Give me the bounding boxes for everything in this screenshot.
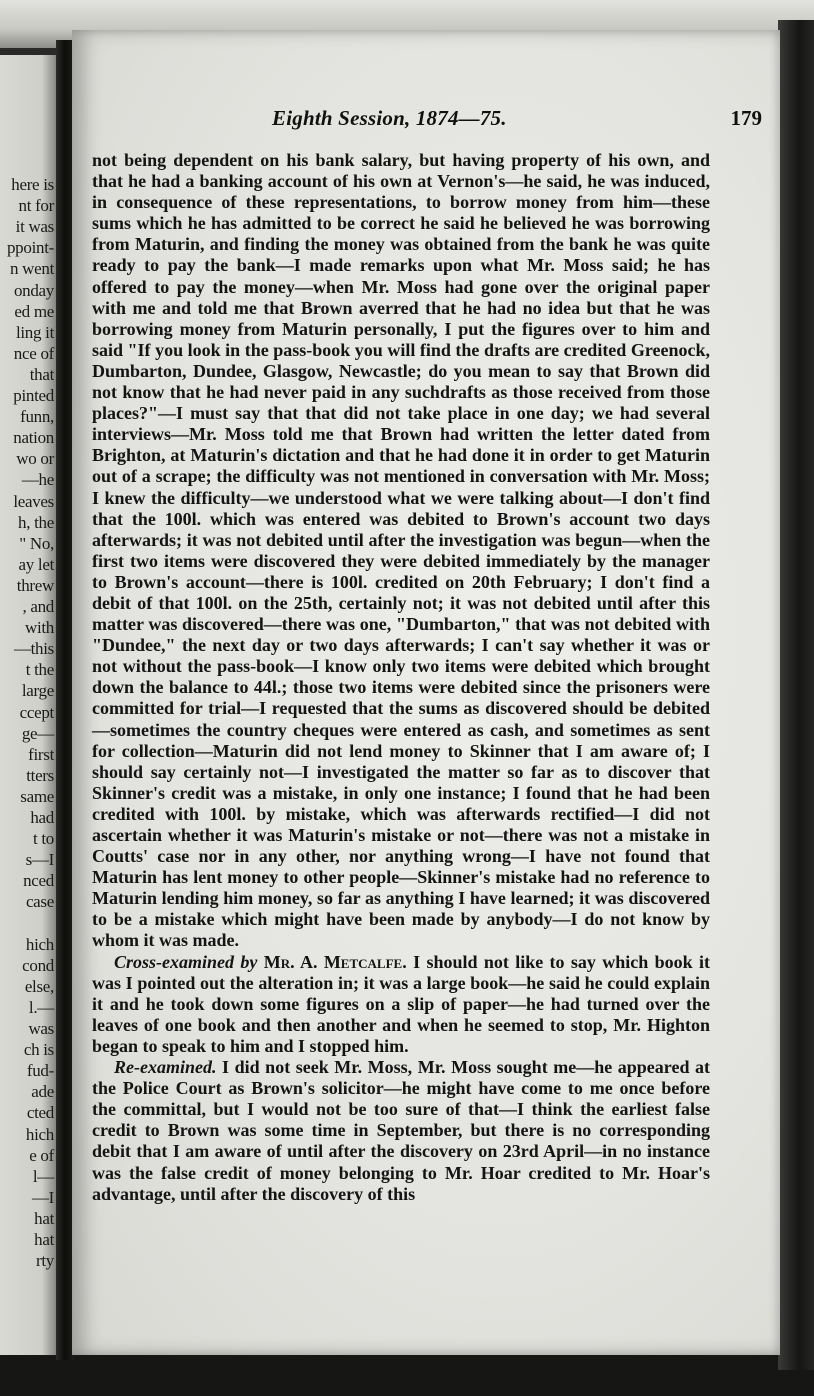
facing-page-fragment: s—I: [25, 850, 54, 870]
counsel-name: Mr. A. Metcalfe.: [263, 951, 407, 972]
facing-page-fragment: tters: [26, 765, 54, 785]
facing-page-fragment: hat: [34, 1230, 54, 1249]
re-examination-text: I did not seek Mr. Moss, Mr. Moss sought me—he appeared at the Police Court as Brown's solicitor—he might have come to me once before the committal, but I would not be too sure of that—I think the earliest false credit to Brown was some time in September, but there is no corresponding debit that I am aware of until after the discovery on 23rd April—in no instance was the false credit of money belonging to Mr. Hoar credited to Mr. Hoar's advantage, until after the discovery of this: [92, 1057, 710, 1204]
facing-page-fragment: nt for: [18, 196, 54, 216]
facing-page-fragment: —he: [21, 470, 54, 490]
facing-page-fragment: wo or: [16, 449, 54, 469]
facing-page-fragment: ge—: [21, 723, 54, 743]
facing-page-edge: [0, 55, 60, 1355]
page-number: 179: [730, 106, 762, 130]
facing-page-fragment: t the: [25, 660, 54, 680]
facing-page-fragment: onday: [13, 280, 54, 300]
facing-page-fragment: l—: [32, 1166, 54, 1186]
facing-page-fragment: threw: [16, 575, 54, 595]
facing-page-fragment: hat: [34, 1208, 54, 1228]
facing-page-fragment: cted: [26, 1103, 54, 1123]
facing-page-fragment: had: [30, 808, 54, 827]
facing-page-fragment: e of: [29, 1145, 54, 1165]
facing-page-fragment: rty: [36, 1251, 54, 1271]
facing-page-fragment: that: [29, 364, 54, 384]
facing-page-fragment: with: [24, 618, 54, 638]
facing-page-fragment: first: [28, 744, 54, 764]
facing-page-fragment: nation: [13, 428, 54, 448]
facing-page-fragment: same: [20, 786, 54, 806]
facing-page-fragment: cond: [22, 955, 54, 975]
facing-page-fragment: —I: [31, 1187, 54, 1207]
facing-page-fragment: leaves: [13, 491, 54, 511]
facing-page-fragment: ppoint-: [6, 238, 54, 258]
facing-page-fragment: ay let: [18, 554, 54, 574]
facing-page-fragment: else,: [24, 976, 54, 996]
facing-page-fragment: —this: [13, 639, 54, 659]
facing-page-fragment: nce of: [13, 343, 54, 363]
facing-page-fragment: hich: [25, 1124, 54, 1144]
facing-page-fragment: t to: [33, 829, 54, 849]
facing-page-fragment: fud-: [26, 1061, 54, 1081]
paragraph-re-examination: [92, 1057, 710, 1205]
facing-page-fragment: nced: [23, 871, 54, 891]
facing-page-fragment: funn,: [20, 407, 54, 427]
facing-page-fragment: ccept: [19, 702, 54, 722]
facing-page-fragment: was: [28, 1019, 54, 1038]
paragraph-cross-examination: [92, 952, 710, 1057]
facing-page-fragment: l.—: [28, 997, 54, 1017]
facing-page-fragment: h, the: [18, 512, 54, 532]
book-page: [72, 30, 780, 1355]
cross-examined-label: Cross-examined by: [114, 951, 258, 972]
page-header: [72, 106, 780, 136]
facing-page-fragment: ch is: [23, 1040, 54, 1060]
facing-page-fragment: , and: [22, 597, 54, 616]
facing-page-fragment: pinted: [13, 386, 54, 405]
cross-examination-text: I should not like to say which book it was I pointed out the alteration in; it was a large book—he said he could explain it and he took down some figures on a slip of paper—he had turned over the leaves of one book and then another and when he seemed to stop, Mr. Highton began to speak to him and I stopped him.: [92, 951, 711, 1056]
facing-page-fragment: hich: [25, 934, 54, 954]
facing-page-fragment: ling it: [15, 322, 54, 342]
facing-page-fragment: it was: [15, 217, 54, 237]
facing-page-fragment: ed me: [14, 301, 54, 321]
re-examined-label: Re-examined.: [114, 1057, 217, 1078]
facing-page-fragment: n went: [10, 259, 54, 279]
body-text: [92, 150, 710, 1205]
facing-page-fragment: ade: [31, 1082, 54, 1102]
book-cover-edge: [778, 20, 814, 1370]
paragraph-testimony: not being dependent on his bank salary, but having property of his own, and that he had a banking account of his own at Vernon's—he said, he was induced, in consequence of these representations, to borrow money from him—these sums which he has admitted to be correct he said he believed he was borrowing from Maturin, and finding the money was obtained from the bank he was quite ready to pay the bank—I made remarks upon what Mr. Moss said; he has offered to pay the money—when Mr. Moss had gone over the original paper with me and told me that Brown averred that he had no idea but that he was borrowing money from Maturin personally, I put the figures over to him and said "If you look in the pass-book you will find the drafts are credited Greenock, Dumbarton, Dundee, Glasgow, Newcastle; do you mean to say that Brown did not know that he had never paid in any suchdrafts as those received from those places?"—I must say that that did not take place in one day; we had several interviews—Mr. Moss told me that Brown had written the letter dated from Brighton, at Maturin's dictation and that he had done it in order to get Maturin out of a scrape; the difficulty was not mentioned in conversation with Mr. Moss; I knew the difficulty—we understood what we were talking about—I don't find that the 100l. which was entered was debited to Brown's account two days afterwards; it was not debited until after the investigation was begun—when the first two items were discovered they were debited immediately by the manager to Brown's account—there is 100l. credited on 20th February; I don't find a debit of that 100l. on the 25th, certainly not; it was not debited until after this matter was discovered—there was one, "Dumbarton," that was not debited with "Dundee," the next day or two days afterwards; I can't say whether it was or not without the pass-book—I know only two items were debited which brought down the balance to 44l.; those two items were debited since the prisoners were committed for trial—I requested that the sums as discovered should be debited—sometimes the country cheques were entered as cash, and sometimes as sent for collection—Maturin did not lend money to Skinner that I am aware of; I should say certainly not—I investigated the matter so far as to discover that Skinner's credit was a mistake, in only one instance; I found that he had been credited with 100l. by mistake, which was afterwards rectified—I did not ascertain whether it was Maturin's mistake or not—there was not a mistake in Coutts' case nor in any other, nor anything wrong—I have not found that Maturin has lent money to other people—Skinner's mistake had no reference to Maturin lending him money, so far as anything I have learned; it was discovered to be a mistake which might have been made by anybody—I do not know by whom it was made.: [92, 150, 710, 951]
facing-page-fragment: large: [21, 681, 54, 701]
facing-page-fragment: " No,: [19, 533, 54, 553]
facing-page-fragment: case: [25, 892, 54, 912]
facing-page-fragment: here is: [11, 175, 54, 194]
running-title: Eighth Session, 1874—75.: [272, 106, 507, 130]
